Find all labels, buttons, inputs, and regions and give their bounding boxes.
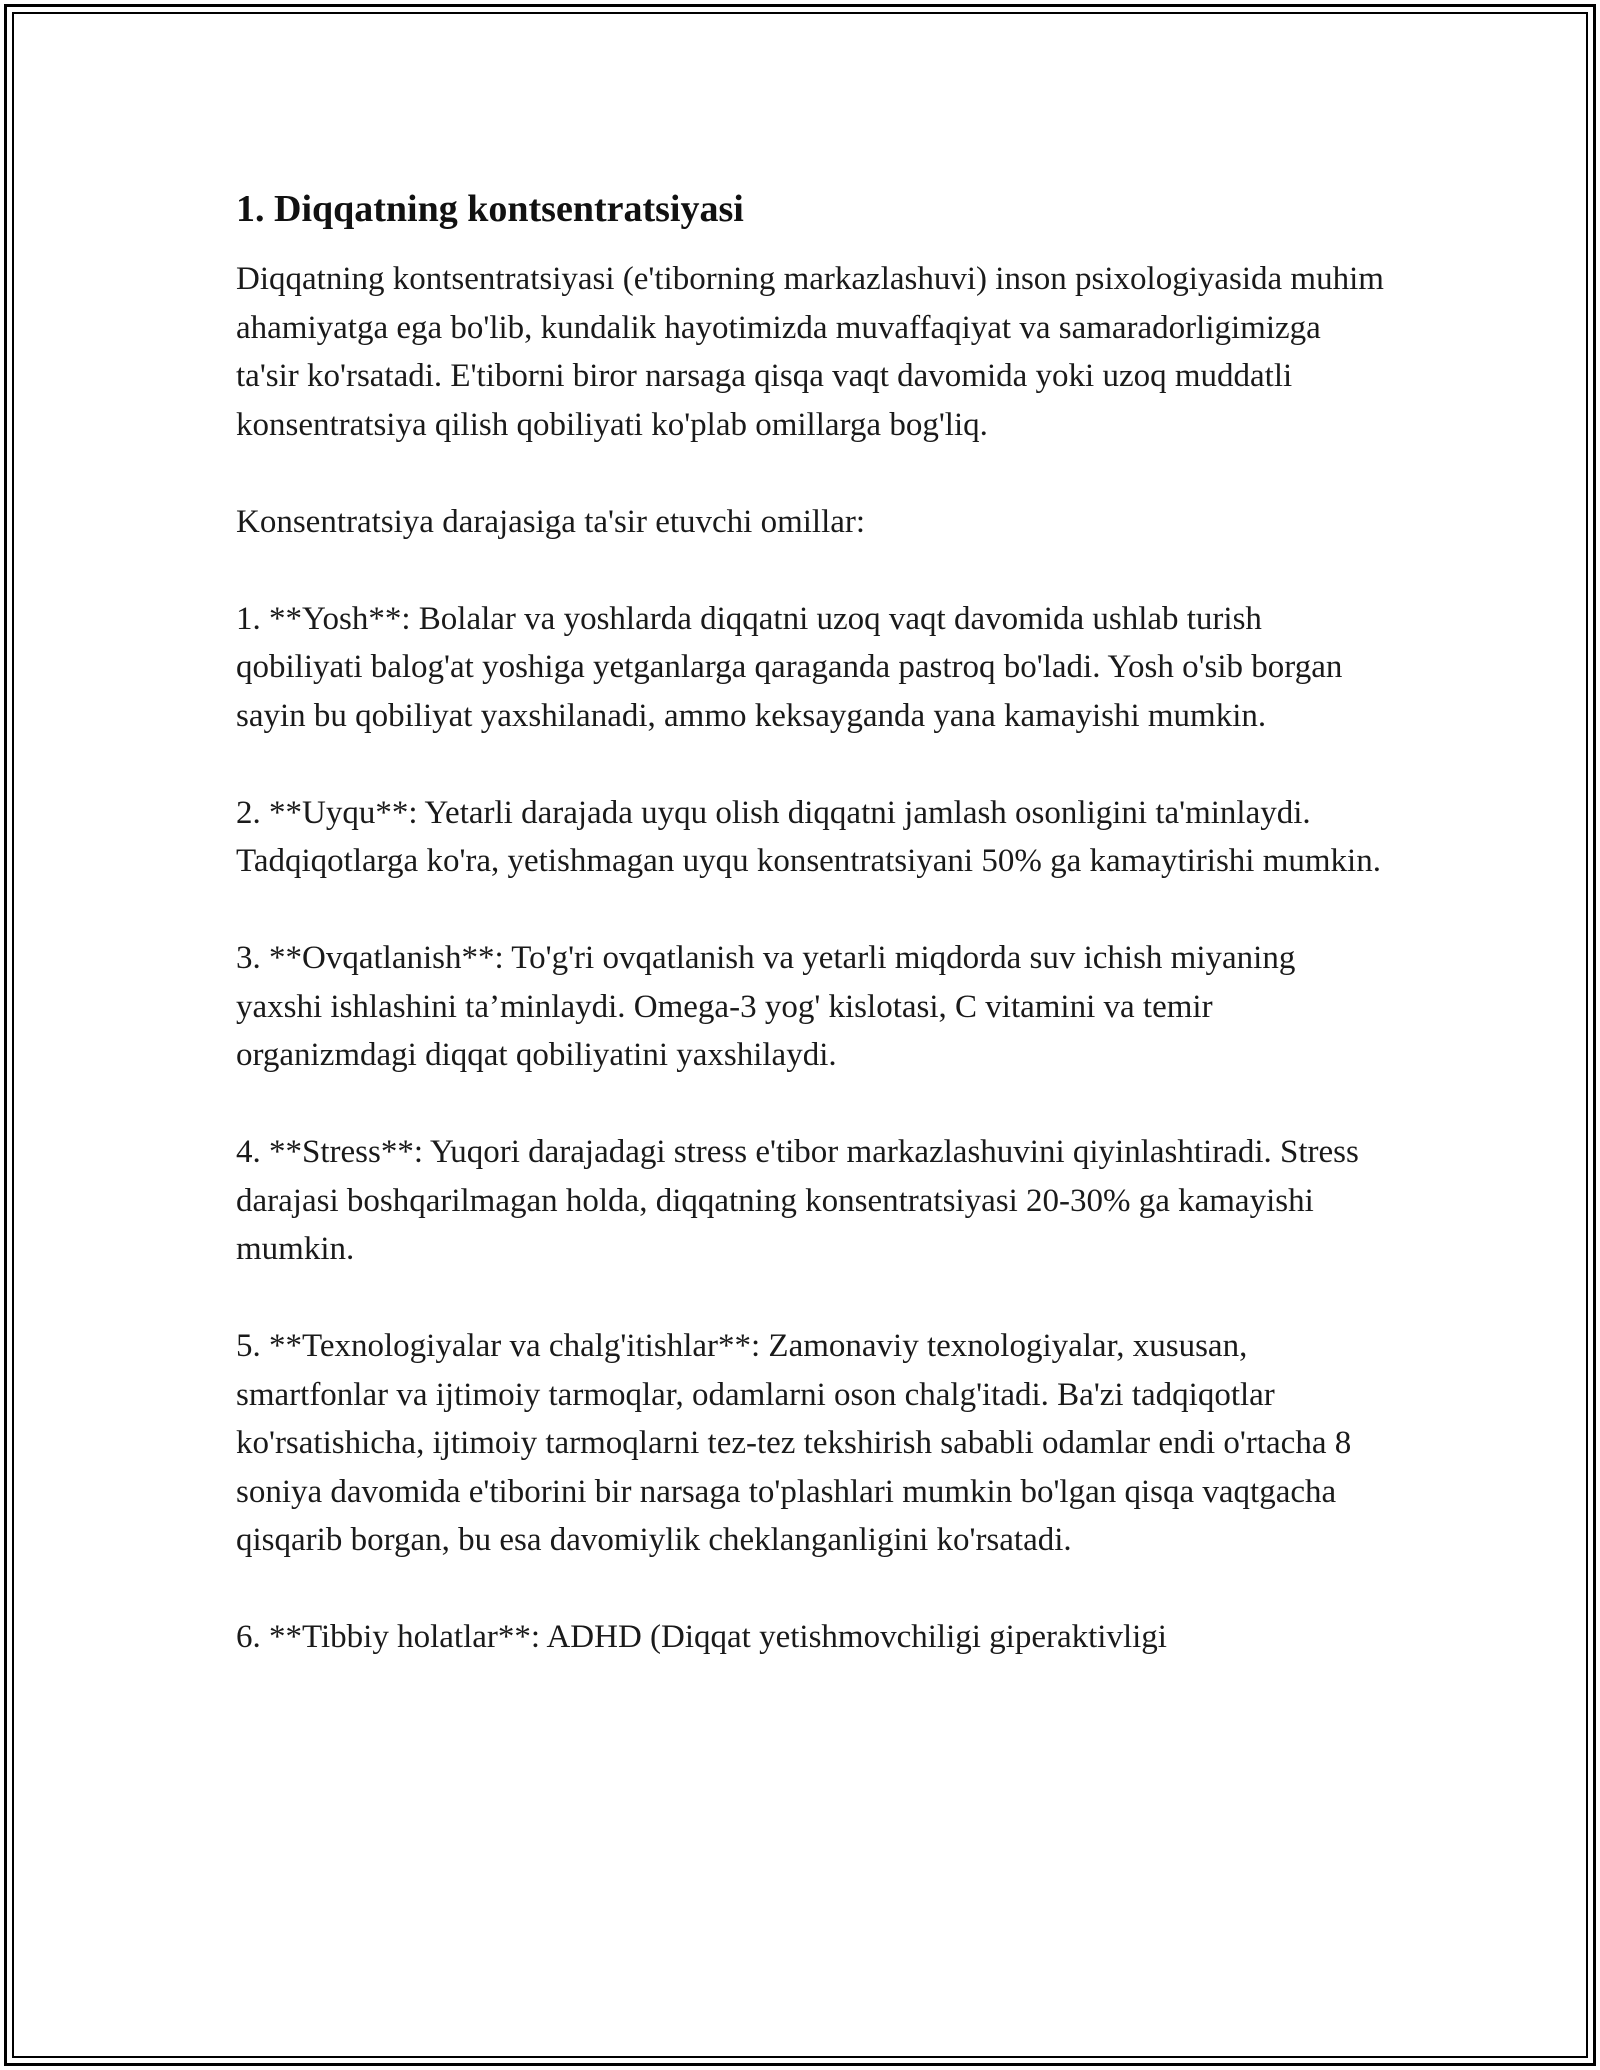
factor-item-age: 1. **Yosh**: Bolalar va yoshlarda diqqatni uzoq vaqt davomida ushlab turish qobiliyati balog'at yoshiga yetganlarga qaraganda pastroq bo'ladi. Yosh o'sib borgan sayin bu qobiliyat yaxshilanadi, ammo keksayganda yana kamayishi mumkin. (236, 600, 1343, 734)
factor-item-sleep: 2. **Uyqu**: Yetarli darajada uyqu olish diqqatni jamlash osonligini ta'minlaydi. Tadqiqotlarga ko'ra, yetishmagan uyqu konsentratsiyani 50% ga kamaytirishi mumkin. (236, 794, 1381, 879)
document-body (236, 186, 1386, 1662)
page-title: 1. Diqqatning kontsentratsiyasi (236, 188, 744, 230)
factor-item-technology: 5. **Texnologiyalar va chalg'itishlar**: Zamonaviy texnologiyalar, xususan, smartfonlar va ijtimoiy tarmoqlar, odamlarni oson chalg'itadi. Ba'zi tadqiqotlar ko'rsatishicha, ijtimoiy tarmoqlarni tez-tez tekshirish sababli odamlar endi o'rtacha 8 soniya davomida e'tiborini bir narsaga to'plashlari mumkin bo'lgan qisqa vaqtgacha qisqarib borgan, bu esa davomiylik cheklanganligini ko'rsatadi. (236, 1328, 1352, 1558)
factors-heading: Konsentratsiya darajasiga ta'sir etuvchi omillar: (236, 503, 866, 540)
factor-item-medical: 6. **Tibbiy holatlar**: ADHD (Diqqat yetishmovchiligi giperaktivligi (236, 1619, 1167, 1655)
factor-item-nutrition: 3. **Ovqatlanish**: To'g'ri ovqatlanish va yetarli miqdorda suv ichish miyaning yaxshi ishlashini ta’minlaydi. Omega-3 yog' kislotasi, C vitamini va temir organizmdagi diqqat qobiliyatini yaxshilaydi. (236, 940, 1296, 1073)
factor-item-stress: 4. **Stress**: Yuqori darajadagi stress e'tibor markazlashuvini qiyinlashtiradi. Stress darajasi boshqarilmagan holda, diqqatning konsentratsiyasi 20-30% ga kamayishi mumkin. (236, 1134, 1359, 1267)
intro-paragraph: Diqqatning kontsentratsiyasi (e'tiborning markazlashuvi) inson psixologiyasida muhim ahamiyatga ega bo'lib, kundalik hayotimizda muvaffaqiyat va samaradorligimizga ta'sir ko'rsatadi. E'tiborni biror narsaga qisqa vaqt davomida yoki uzoq muddatli konsentratsiya qilish qobiliyati ko'plab omillarga bog'liq. (236, 261, 1384, 443)
